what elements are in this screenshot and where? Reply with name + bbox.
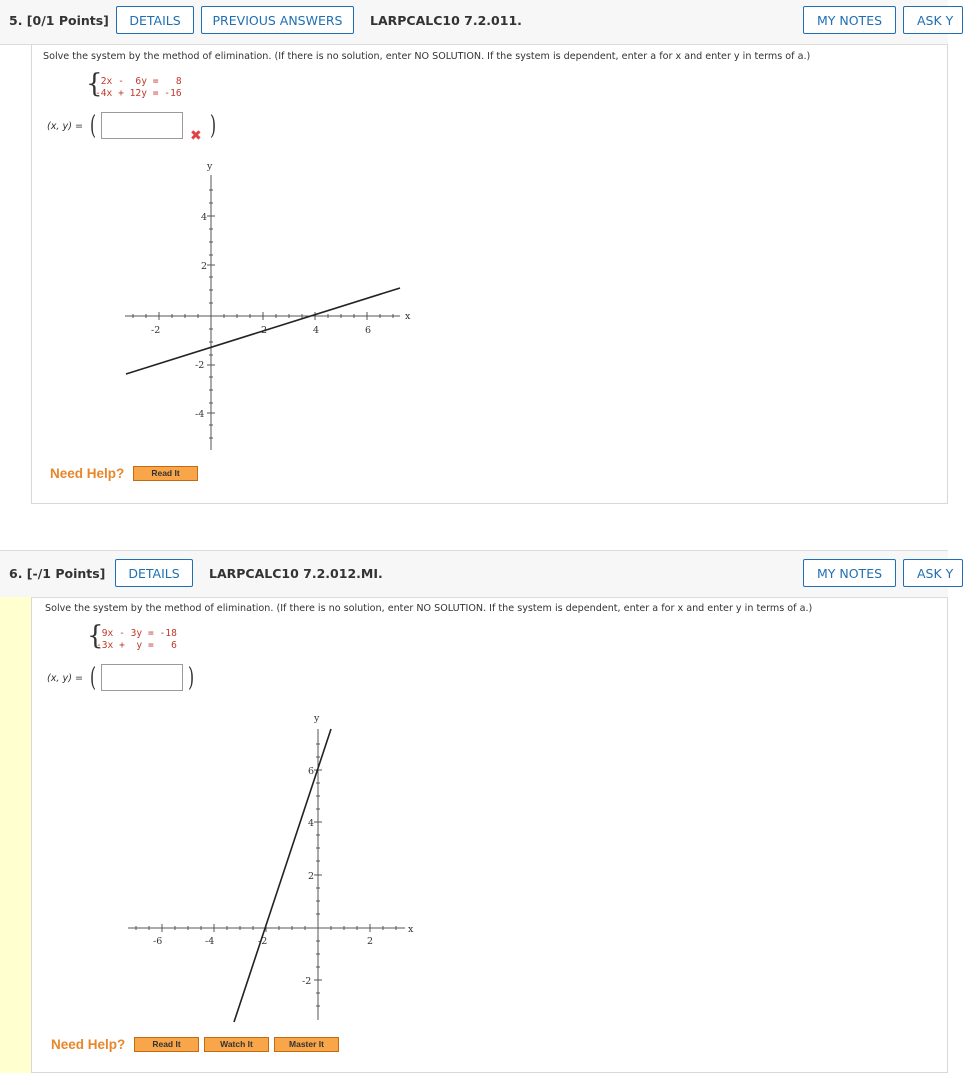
q6-watch-it-button[interactable]: Watch It [204,1037,269,1052]
q5-open-paren: ( [90,111,97,141]
q5-instruction-text: Solve the system by the method of elimination. (If there is no solution, enter NO SOLUTION. If the system is dependent, enter a for x and enter y in terms of a.) [43,51,811,62]
q6-y-tick-label: 6 [308,766,315,777]
q6-x-tick-label: -6 [153,936,163,947]
q6-equation-1: 9x - 3y = -18 [96,628,177,639]
q6-details-button[interactable]: DETAILS [115,559,193,587]
q6-graph [120,707,420,1037]
incorrect-x-icon: ✖ [190,128,202,144]
q6-problem-code: LARPCALC10 7.2.012.MI. [209,566,383,581]
q5-problem-code: LARPCALC10 7.2.011. [370,13,522,28]
q6-ask-button[interactable]: ASK Y [903,559,963,587]
q6-y-tick-label: 2 [308,871,315,882]
q6-y-axis-label: y [314,713,320,724]
q6-number-label: 6. [-/1 Points] [9,566,106,581]
q5-equation-2: -4x + 12y = -16 [95,88,182,99]
q5-y-tick-label: 4 [201,212,208,223]
q6-master-it-button[interactable]: Master It [274,1037,339,1052]
q6-system-brace: { [87,621,104,651]
q6-my-notes-button[interactable]: MY NOTES [803,559,896,587]
q6-left-status-bar [0,597,31,1073]
q5-y-tick-label: 2 [201,261,208,272]
q6-instruction-text: Solve the system by the method of elimination. (If there is no solution, enter NO SOLUTION. If the system is dependent, enter a for x and enter y in terms of a.) [45,603,813,614]
q6-x-tick-label: -4 [205,936,215,947]
q5-y-tick-label: -4 [195,409,205,420]
q5-y-tick-label: -2 [195,360,205,371]
q6-equation-2: -3x + y = 6 [96,640,177,651]
q5-x-tick-label: 6 [365,325,372,336]
q5-details-button[interactable]: DETAILS [116,6,194,34]
q6-read-it-button[interactable]: Read It [134,1037,199,1052]
q6-open-paren: ( [90,663,97,693]
q5-need-help-label: Need Help? [50,466,125,481]
q5-graph [120,155,420,455]
q5-previous-answers-button[interactable]: PREVIOUS ANSWERS [201,6,354,34]
q5-x-axis-label: x [405,311,411,322]
q6-close-paren: ) [188,663,195,693]
q5-answer-input[interactable] [101,112,183,139]
q6-x-axis-label: x [408,924,414,935]
q6-y-tick-label: -2 [302,976,312,987]
q5-number-label: 5. [0/1 Points] [9,13,109,28]
q5-my-notes-button[interactable]: MY NOTES [803,6,896,34]
q6-x-tick-label: 2 [367,936,374,947]
q5-system-brace: { [86,69,103,99]
q5-header [0,0,954,45]
q6-x-tick-label: -2 [258,936,268,947]
q6-answer-input[interactable] [101,664,183,691]
q5-instructions [43,51,810,62]
q6-header [0,550,954,598]
q6-y-tick-label: 4 [308,818,315,829]
q5-x-tick-label: -2 [151,325,161,336]
q5-close-paren: ) [210,111,217,141]
q5-ask-button[interactable]: ASK Y [903,6,963,34]
q5-xy-label: (x, y) = [47,121,84,132]
q6-need-help-label: Need Help? [51,1037,126,1052]
q5-graph-line [126,288,400,374]
q5-x-tick-label: 4 [313,325,320,336]
q5-equation-1: 2x - 6y = 8 [95,76,182,87]
q5-read-it-button[interactable]: Read It [133,466,198,481]
q6-xy-label: (x, y) = [47,673,84,684]
q6-instructions [45,603,812,614]
q5-y-axis-label: y [207,161,213,172]
